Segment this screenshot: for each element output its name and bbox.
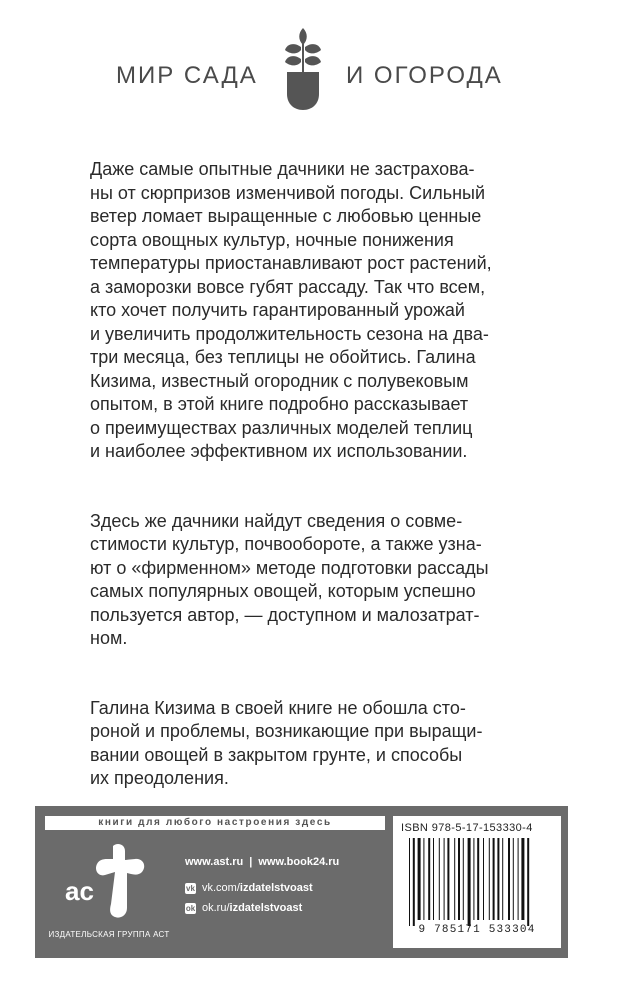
text-line: ном. — [90, 628, 128, 648]
barcode-icon — [405, 838, 555, 934]
text-line: их преодоления. — [90, 768, 229, 788]
publisher-name: ИЗДАТЕЛЬСКАЯ ГРУППА АСТ — [48, 930, 170, 939]
barcode-bar — [409, 838, 410, 926]
paragraph-2 — [90, 510, 550, 651]
text-line: ветер ломает выращенные с любовью ценные — [90, 206, 482, 226]
barcode-bar — [473, 838, 474, 920]
isbn-block — [393, 816, 561, 948]
barcode-bar — [423, 838, 424, 920]
text-line: Кизима, известный огородник с полувековым — [90, 370, 469, 391]
text-line: пользуется автор, — доступном и малозатрат- — [90, 604, 480, 625]
barcode-bar — [518, 838, 519, 920]
annotation-text — [90, 158, 550, 837]
ok-prefix: ok.ru/ — [202, 902, 230, 914]
text-line: о преимуществах различных моделей теплиц — [90, 417, 473, 438]
barcode-bar — [433, 838, 434, 920]
series-title-right: И ОГОРОДА — [346, 62, 503, 89]
paragraph-3 — [90, 697, 550, 791]
isbn-number: ISBN 978-5-17-153330-4 — [401, 822, 533, 834]
barcode-bar — [468, 838, 471, 926]
barcode-bar — [413, 838, 415, 926]
text-line: стимости культур, почвообороте, а также узна- — [90, 534, 482, 554]
text-line: сорта овощных культур, ночные понижения — [90, 229, 454, 250]
barcode-bar — [418, 838, 421, 920]
text-line: роной и проблемы, возникающие при выращи- — [90, 721, 483, 741]
ast-logo-icon — [55, 842, 155, 922]
barcode-bar — [444, 838, 445, 920]
vk-handle: izdatelstvoast — [239, 882, 313, 894]
series-header — [0, 18, 635, 118]
ok-row[interactable] — [185, 898, 339, 918]
text-line: и увеличить продолжительность сезона на два- — [90, 323, 489, 344]
separator: | — [249, 856, 253, 868]
barcode-bar — [483, 838, 484, 920]
tagline-bar — [45, 816, 385, 830]
text-line: и наиболее эффективном их использовании. — [90, 441, 468, 461]
text-line: ны от сюрпризов изменчивой погоды. Сильный — [90, 182, 486, 203]
text-line: ют о «фирменном» методе подготовки рассады — [90, 557, 489, 578]
barcode-bar — [493, 838, 495, 920]
barcode-bar — [477, 838, 479, 920]
vk-row[interactable] — [185, 878, 339, 898]
website-link-book24[interactable]: www.book24.ru — [258, 856, 340, 868]
text-line: самых популярных овощей, которым успешно — [90, 581, 476, 601]
website-row — [185, 852, 339, 872]
text-line: Даже самые опытные дачники не застрахова- — [90, 159, 475, 179]
tagline: книги для любого настроения здесь — [98, 817, 332, 828]
text-line: кто хочет получить гарантированный урожай — [90, 300, 465, 320]
svg-text:ac: ac — [65, 876, 94, 906]
barcode-bar — [428, 838, 430, 920]
barcode-bar — [527, 838, 529, 926]
barcode-bar — [458, 838, 460, 920]
text-line: вании овощей в закрытом грунте, и способы — [90, 744, 463, 765]
barcode-bar — [454, 838, 455, 920]
text-line: три месяца, без теплицы не обойтись. Галина — [90, 347, 476, 367]
barcode-bar — [439, 838, 440, 920]
barcode-bar — [521, 838, 524, 920]
sprout-pot-icon — [283, 24, 323, 112]
text-line: температуры приостанавливают рост растений, — [90, 253, 492, 273]
barcode-bar — [497, 838, 499, 920]
barcode-bar — [502, 838, 503, 920]
vk-icon: vk — [186, 883, 195, 893]
text-line: опытом, в этой книге подробно рассказывает — [90, 394, 469, 414]
text-line: а заморозки вовсе губят рассаду. Так что всем, — [90, 276, 486, 297]
barcode-bar — [508, 838, 510, 920]
publisher-links — [185, 852, 339, 918]
barcode-bar — [513, 838, 514, 920]
text-line: Здесь же дачники найдут сведения о совме- — [90, 510, 463, 531]
ok-handle: izdatelstvoast — [229, 902, 303, 914]
series-title-left: МИР САДА — [116, 62, 258, 89]
barcode-bar — [463, 838, 464, 920]
text-line: Галина Кизима в своей книге не обошла сто- — [90, 697, 466, 718]
barcode-bar — [489, 838, 490, 920]
publisher-footer — [35, 806, 568, 958]
ok-icon: ok — [185, 903, 196, 913]
vk-prefix: vk.com/ — [202, 882, 240, 894]
paragraph-1 — [90, 158, 550, 464]
barcode-digits: 9 785171 533304 — [418, 924, 536, 936]
website-link-ast[interactable]: www.ast.ru — [185, 856, 244, 868]
barcode-bar — [447, 838, 449, 920]
